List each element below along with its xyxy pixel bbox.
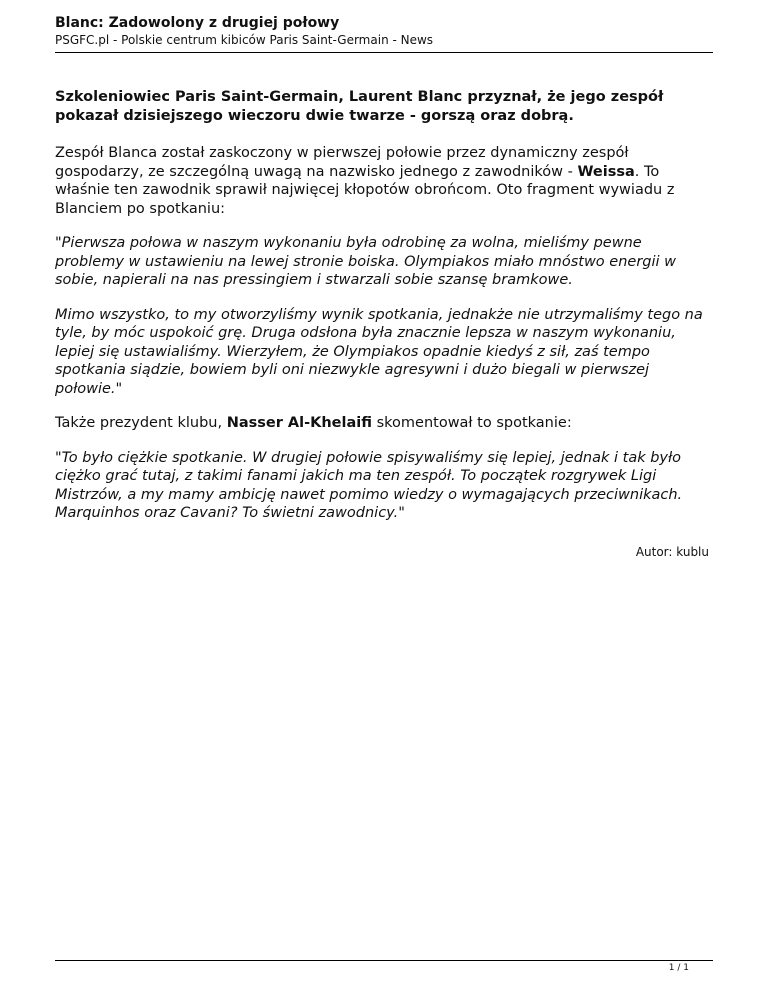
president-name: Nasser Al-Khelaifi [226, 415, 372, 431]
quote-blanc-part-1: "Pierwsza połowa w naszym wykonaniu była odrobinę za wolna, mieliśmy pewne problemy w ustawieniu na lewej stronie boiska. Olympiakos miało mnóstwo energii w sobie, napierali na nas pressingiem i stwarzali sobie szansę bramkowe. [55, 235, 677, 288]
article-body [55, 88, 713, 559]
quote-president: "To było ciężkie spotkanie. W drugiej połowie spisywaliśmy się lepiej, jednak i tak było ciężko grać tutaj, z takimi fanami jakich ma ten zespół. To początek rozgrywek Ligi Mistrzów, a my mamy ambicję nawet pomimo wiedzy o wymagających przeciwnikach. Marquinhos oraz Cavani? To świetni zawodnicy." [55, 449, 683, 521]
player-name-weissa: Weissa [577, 163, 635, 180]
paragraph-president-text-2: skomentował to spotkanie: [371, 415, 572, 431]
page-header [55, 14, 713, 53]
quote-blanc-part-2: Mimo wszystko, to my otworzyliśmy wynik spotkania, jednakże nie utrzymaliśmy tego na tyle, by móc uspokoić grę. Druga odsłona była znacznie lepsza w naszym wykonaniu, lepiej się ustawialiśmy. Wierzyłem, że Olympiakos opadnie kiedyś z sił, zaś tempo spotkania siądzie, bowiem byli oni niezwykle agresywni i dużo biegali w pierwszej połowie." [55, 306, 703, 397]
page-footer [55, 960, 713, 973]
paragraph-president [55, 414, 713, 433]
paragraph-intro [55, 144, 713, 218]
article-lead: Szkoleniowiec Paris Saint-Germain, Laurent Blanc przyznał, że jego zespół pokazał dzisiejszego wieczoru dwie twarze - gorszą oraz dobrą. [55, 89, 664, 124]
paragraph-president-text-1: Także prezydent klubu, [55, 415, 227, 431]
article-author: Autor: kublu [635, 544, 709, 559]
paragraph-intro-text-2: . To właśnie ten zawodnik sprawił najwięcej kłopotów obrońcom. Oto fragment wywiadu z Blanciem po spotkaniu: [55, 163, 675, 217]
paragraph-intro-text-1: Zespół Blanca został zaskoczony w pierwszej połowie przez dynamiczny zespół gospodarzy, ze szczególną uwagą na nazwisko jednego z zawodników - [55, 145, 629, 180]
site-subtitle: PSGFC.pl - Polskie centrum kibiców Paris Saint-Germain - News [55, 33, 434, 47]
page-number: 1 / 1 [668, 963, 689, 973]
article-title: Blanc: Zadowolony z drugiej połowy [55, 15, 340, 31]
